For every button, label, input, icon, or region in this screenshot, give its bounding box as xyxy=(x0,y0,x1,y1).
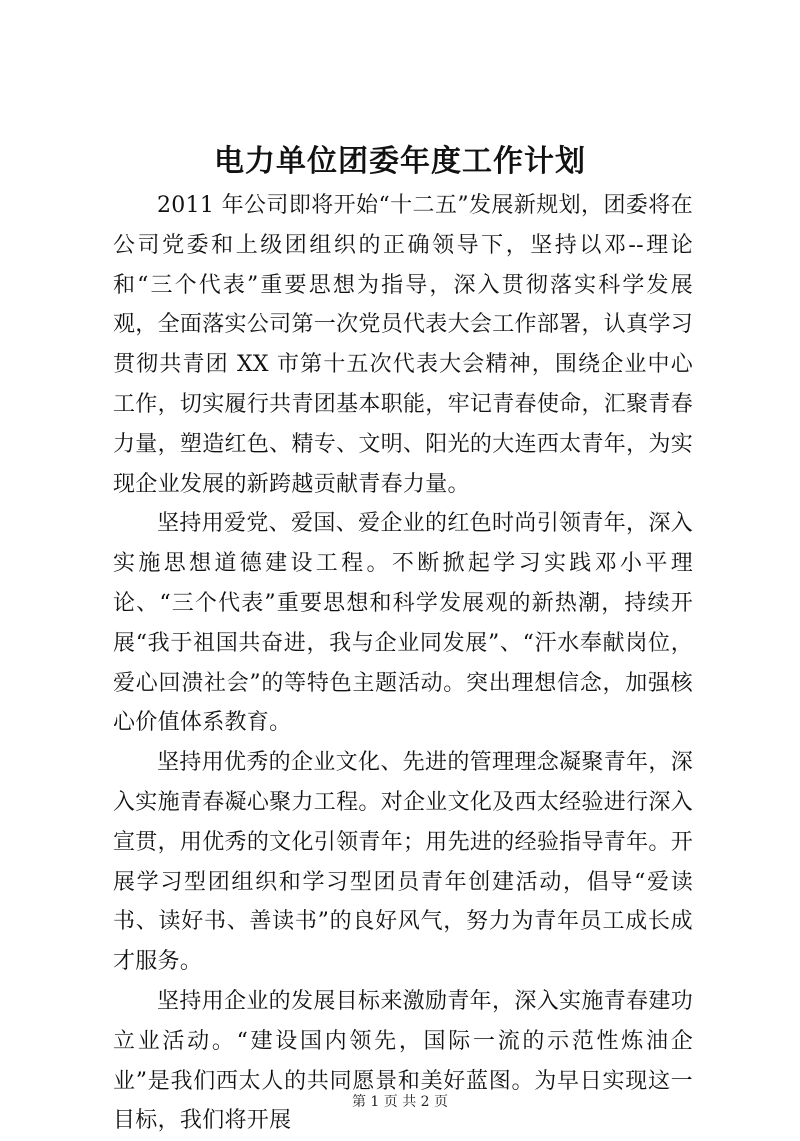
paragraph-2: 坚持用爱党、爱国、爱企业的红色时尚引领青年，深入实施思想道德建设工程。不断掀起学习实践邓小平理论、“三个代表”重要思想和科学发展观的新热潮，持续开展“我于祖国共奋进，我与企业同发展”、“汗水奉献岗位，爱心回溃社会”的等特色主题活动。突出理想信念，加强核心价值体系教育。 xyxy=(113,511,693,736)
paragraph-1: 2011 年公司即将开始“十二五”发展新规划，团委将在公司党委和上级团组织的正确领导下，坚持以邓--理论和“三个代表”重要思想为指导，深入贯彻落实科学发展观，全面落实公司第一次党员代表大会工作部署，认真学习贯彻共青团 XX 市第十五次代表大会精神，围绕企业中心工作，切实履行共青团基本职能，牢记青春使命，汇聚青春力量，塑造红色、精专、文明、阳光的大连西太青年，为实现企业发展的新跨越贡献青春力量。 xyxy=(113,193,693,497)
document-title: 电力单位团委年度工作计划 xyxy=(214,144,586,179)
paragraph-4: 坚持用企业的发展目标来激励青年，深入实施青春建功立业活动。“建设国内领先，国际一流的示范性炼油企业”是我们西太人的共同愿景和美好蓝图。为早日实现这一目标，我们将开展 xyxy=(113,988,693,1134)
page-footer: 第 1 页 共 2 页 xyxy=(351,1094,449,1110)
document-body xyxy=(113,186,693,1141)
paragraph-3: 坚持用优秀的企业文化、先进的管理理念凝聚青年，深入实施青春凝心聚力工程。对企业文化及西太经验进行深入宣贯，用优秀的文化引领青年；用先进的经验指导青年。开展学习型团组织和学习型团员青年创建活动，倡导“爱读书、读好书、善读书”的良好风气，努力为青年员工成长成才服务。 xyxy=(113,750,693,975)
